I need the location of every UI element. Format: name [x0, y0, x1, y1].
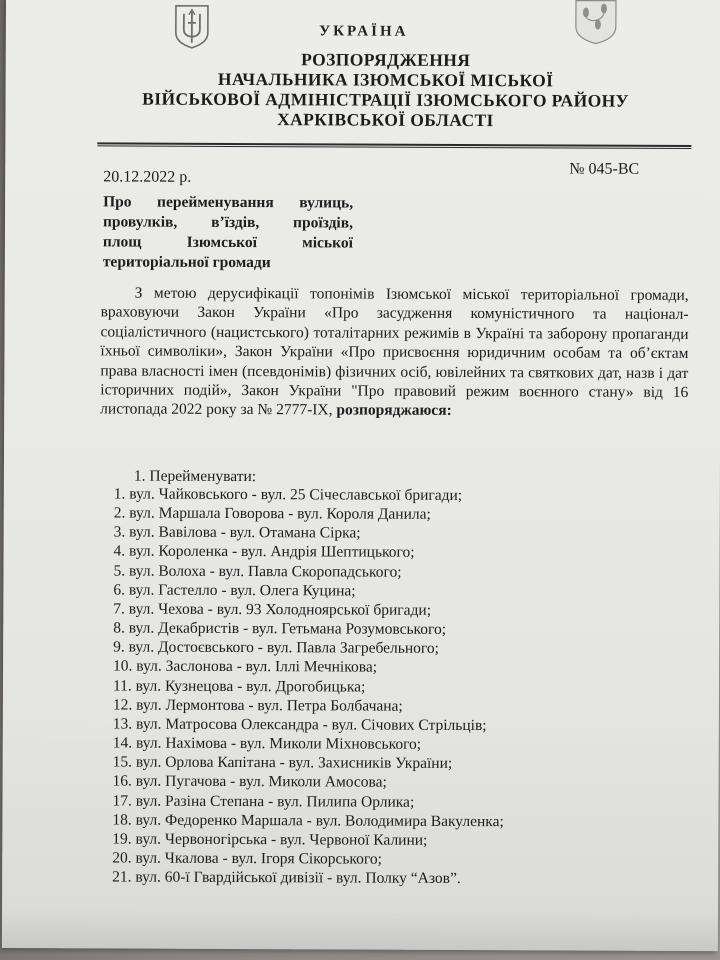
title-line: ВІЙСЬКОВОЇ АДМІНІСТРАЦІЇ ІЗЮМСЬКОГО РАЙОНУ	[142, 88, 629, 111]
document-title	[105, 48, 665, 130]
list-item: 11. вул. Кузнецова - вул. Дрогобицька;	[112, 677, 366, 696]
document-subject	[103, 192, 353, 273]
list-item: 13. вул. Матросова Олександра - вул. Січових Стрільців;	[112, 715, 487, 734]
list-item: 14. вул. Нахімова - вул. Миколи Міхновського;	[112, 734, 422, 753]
list-item: 6. вул. Гастелло - вул. Олега Куцина;	[113, 581, 356, 600]
list-item: 18. вул. Федоренко Маршала - вул. Володимира Вакуленка;	[112, 811, 504, 830]
list-item: 8. вул. Декабристів - вул. Гетьмана Розумовського;	[113, 619, 447, 639]
list-item: 7. вул. Чехова - вул. 93 Холодноярської бригади;	[113, 600, 432, 619]
preamble-paragraph	[100, 283, 689, 421]
list-item: 16. вул. Пугачова - вул. Миколи Амосова;	[112, 772, 387, 792]
title-line: ХАРКІВСЬКОЇ ОБЛАСТІ	[277, 109, 494, 131]
list-item: 19. вул. Червоногірська - вул. Червоної Калини;	[112, 830, 428, 849]
list-item: 1. вул. Чайковського - вул. 25 Січеславської бригади;	[113, 485, 463, 504]
country-heading: УКРАЇНА	[319, 23, 409, 40]
subject-line: площ Ізюмської міської	[102, 233, 353, 252]
document-page	[2, 0, 720, 951]
section-heading: 1. Перейменувати:	[133, 467, 257, 486]
subject-line: Про перейменування вулиць,	[103, 193, 354, 212]
rename-list	[112, 484, 674, 889]
list-item: 3. вул. Вавілова - вул. Отамана Сірка;	[113, 523, 361, 542]
list-item: 17. вул. Разіна Степана - вул. Пилипа Орлика;	[112, 791, 415, 811]
page-shadow	[2, 908, 718, 951]
list-item: 4. вул. Короленка - вул. Андрія Шептицького;	[113, 542, 415, 562]
list-item: 15. вул. Орлова Капітана - вул. Захисників України;	[112, 753, 453, 773]
title-line: НАЧАЛЬНИКА ІЗЮМСЬКОЇ МІСЬКОЇ	[217, 68, 554, 91]
subject-line: територіальної громади	[102, 253, 271, 272]
decision-phrase: розпоряджаюся:	[336, 401, 452, 420]
subject-line: провулків, в’їздів, проїздів,	[102, 213, 354, 232]
document-date: 20.12.2022 р.	[103, 168, 192, 186]
list-item: 2. вул. Маршала Говорова - вул. Короля Данила;	[113, 504, 431, 524]
title-line: РОЗПОРЯДЖЕННЯ	[301, 49, 471, 71]
list-item: 9. вул. Достоєвського - вул. Павла Загребельного;	[113, 638, 439, 658]
list-item: 21. вул. 60-ї Гвардійської дивізії - вул. Полку “Азов”.	[112, 868, 461, 888]
preamble-text: З метою дерусифікації топонімів Ізюмської міської територіальної громади, враховуючи Закон України «Про засудження комуністичного та націонал-соціалістичного (нацистського) тоталітарних режимів в Україні та заборону пропаганди їхньої символіки», Закон України «Про присвоєння юридичним особам та об’єктам права власності імен (псевдонімів) фізичних осіб, ювілейних та святкових дат, назв і дат історичних подій», Закон України "Про правовий режим воєнного стану» від 16 листопада 2022 року за № 2777-IX,	[100, 284, 689, 419]
header-divider	[97, 142, 691, 149]
list-item: 5. вул. Волоха - вул. Павла Скоропадського;	[113, 562, 402, 581]
document-number: № 045-ВС	[569, 160, 640, 178]
list-item: 20. вул. Чкалова - вул. Ігоря Сікорського;	[112, 849, 382, 868]
list-item: 10. вул. Заслонова - вул. Іллі Мечнікова;	[113, 657, 378, 677]
list-item: 12. вул. Лермонтова - вул. Петра Болбачана;	[112, 696, 403, 715]
